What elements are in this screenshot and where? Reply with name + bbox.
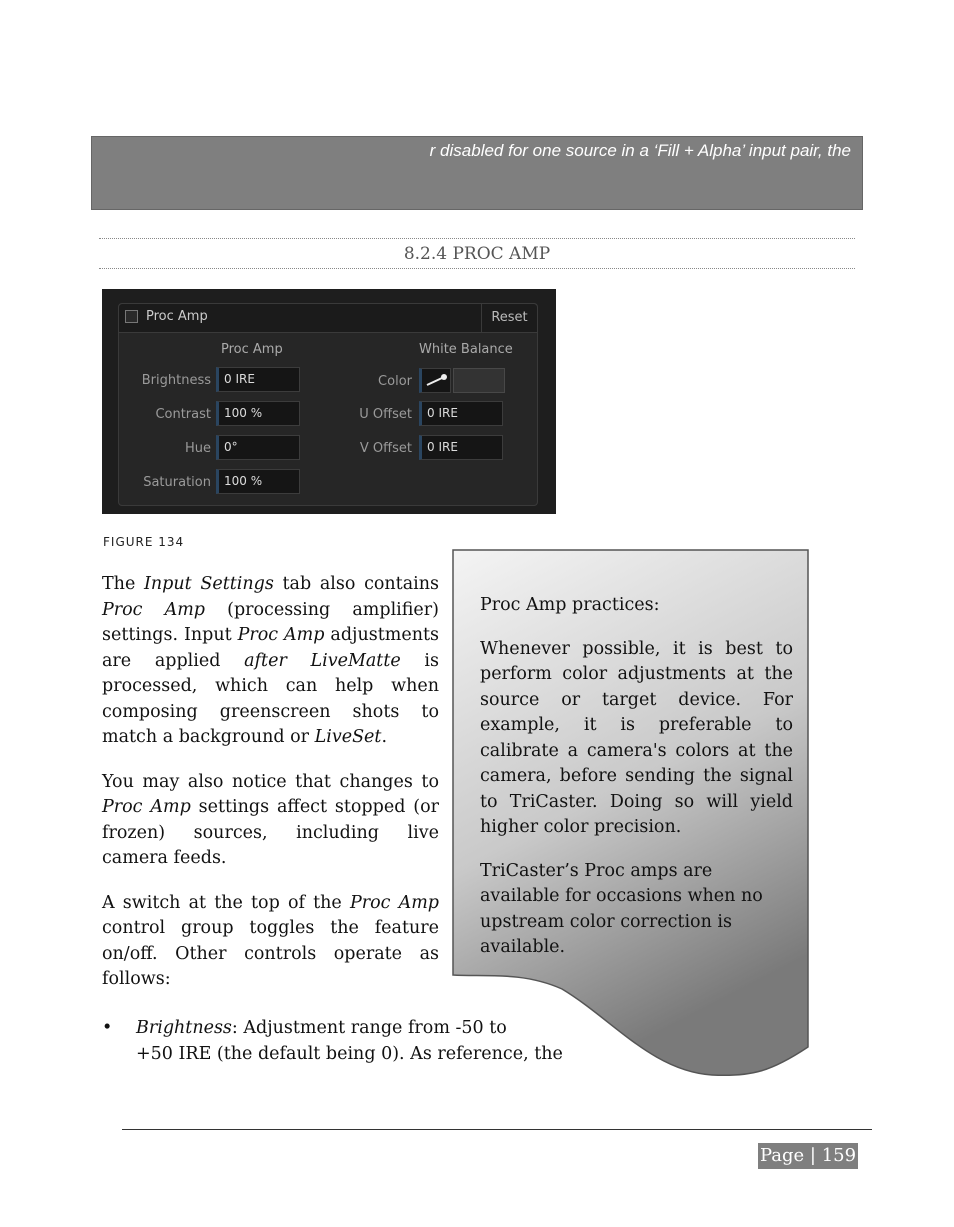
u-offset-label: U Offset xyxy=(359,407,412,422)
header-banner xyxy=(91,136,863,210)
saturation-label: Saturation xyxy=(143,475,211,490)
callout-title: Proc Amp practices: xyxy=(480,595,660,615)
hue-field[interactable]: 0° xyxy=(216,435,300,460)
white-balance-group-label: White Balance xyxy=(419,342,513,357)
footer-rule xyxy=(122,1129,872,1130)
bullet-dot-icon: • xyxy=(102,1018,113,1038)
proc-amp-panel-figure xyxy=(102,289,556,514)
hue-label: Hue xyxy=(184,441,211,456)
section-heading: 8.2.4 PROC AMP xyxy=(99,238,855,269)
eyedropper-icon[interactable] xyxy=(419,368,451,393)
figure-caption: FIGURE 134 xyxy=(103,535,185,549)
proc-amp-group-label: Proc Amp xyxy=(221,342,283,357)
banner-text: r disabled for one source in a ‘Fill + Alpha’ input pair, the xyxy=(429,141,851,160)
callout-paragraph-1: Whenever possible, it is best to perform color adjustments at the source or target device. For example, it is preferable to calibrate a camera's colors at the camera, before sending the signal to TriCaster. Doing so will yield higher color precision. xyxy=(480,638,793,837)
v-offset-label: V Offset xyxy=(359,441,412,456)
contrast-field[interactable]: 100 % xyxy=(216,401,300,426)
bullet-text: Brightness: Adjustment range from -50 to +50 IRE (the default being 0). As reference, the xyxy=(136,1018,563,1064)
u-offset-field[interactable]: 0 IRE xyxy=(419,401,503,426)
panel-header xyxy=(119,304,537,333)
callout-text xyxy=(480,593,793,979)
v-offset-field[interactable]: 0 IRE xyxy=(419,435,503,460)
brightness-field[interactable]: 0 IRE xyxy=(216,367,300,392)
color-swatch[interactable] xyxy=(453,368,505,393)
reset-button[interactable]: Reset xyxy=(481,304,537,332)
proc-amp-group xyxy=(118,303,538,506)
paragraph-1: The Input Settings tab also contains Proc Amp (processing amplifier) settings. Input Proc Amp adjustments are applied after LiveMatte is processed, which can help when composing greenscreen shots to match a background or LiveSet. xyxy=(102,574,440,747)
saturation-field[interactable]: 100 % xyxy=(216,469,300,494)
color-label: Color xyxy=(378,374,412,389)
callout-paragraph-2: TriCaster’s Proc amps are available for occasions when no upstream color correction is available. xyxy=(480,860,763,957)
proc-amp-enable-checkbox[interactable] xyxy=(125,310,138,323)
paragraph-3: A switch at the top of the Proc Amp control group toggles the feature on/off. Other controls operate as follows: xyxy=(102,892,439,989)
paragraph-2: You may also notice that changes to Proc Amp settings affect stopped (or frozen) sources, including live camera feeds. xyxy=(102,771,439,868)
brightness-label: Brightness xyxy=(141,373,211,388)
contrast-label: Contrast xyxy=(155,407,211,422)
page-number: Page | 159 xyxy=(758,1143,858,1169)
body-text xyxy=(102,572,439,1012)
panel-title: Proc Amp xyxy=(146,309,208,324)
